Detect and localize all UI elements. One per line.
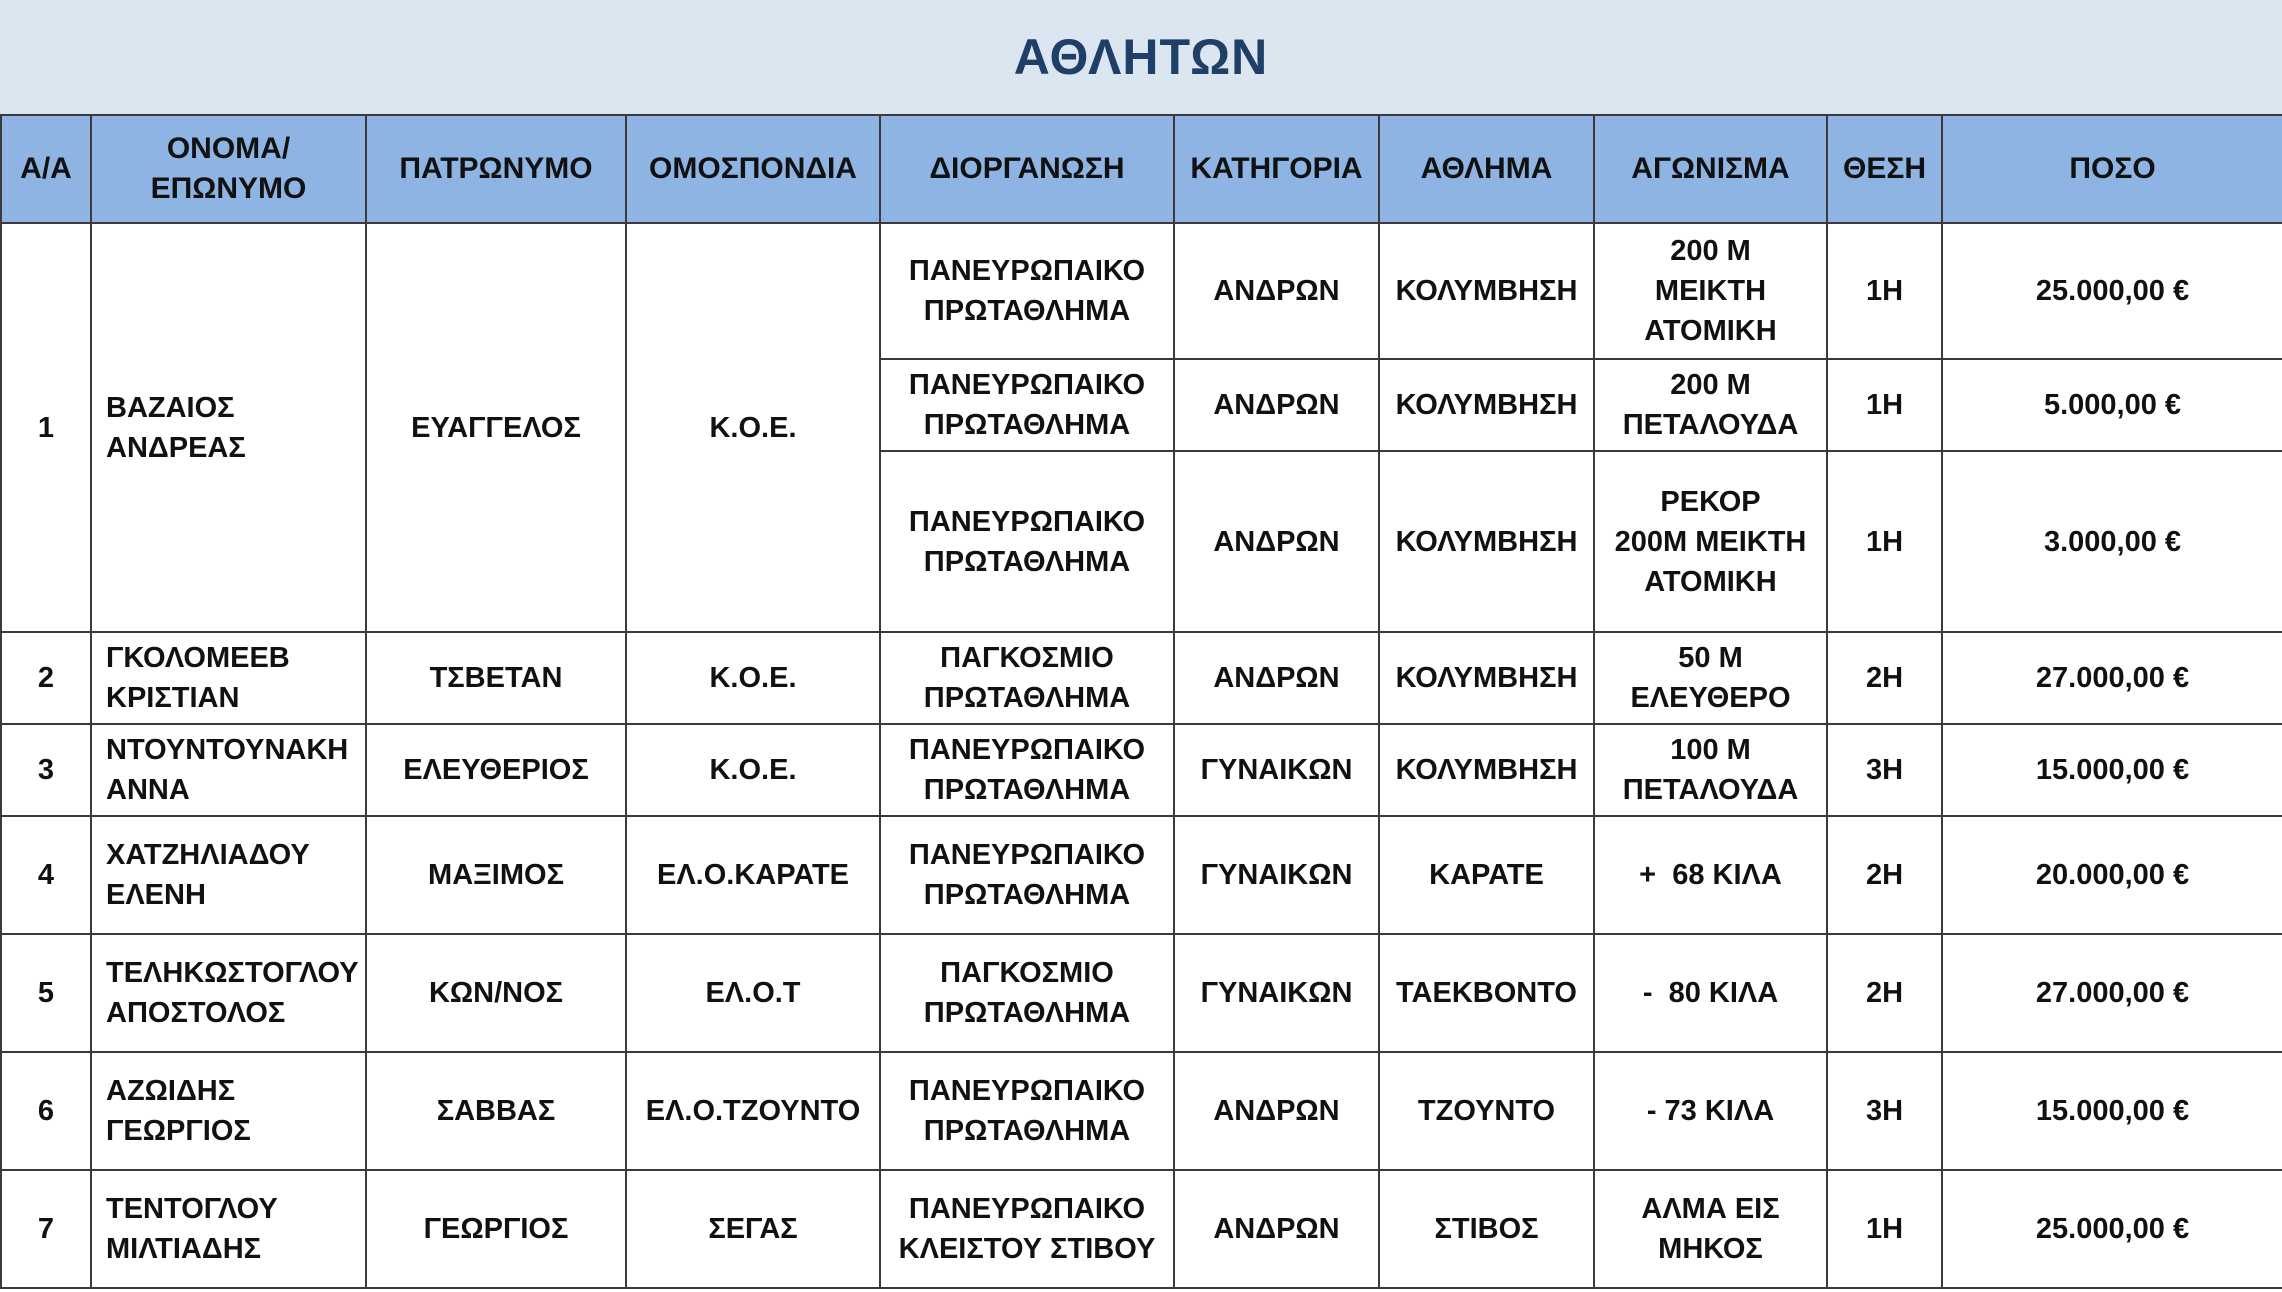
cell-place: 2Η (1827, 934, 1942, 1052)
cell-event (880, 1052, 1174, 1170)
header-event: ΔΙΟΡΓΑΝΩΣΗ (880, 115, 1174, 223)
cell-place: 2Η (1827, 632, 1942, 724)
event-line2: ΠΡΩΤΑΘΛΗΜΑ (923, 997, 1131, 1029)
header-aa: Α/Α (1, 115, 91, 223)
cell-place: 1Η (1827, 451, 1942, 632)
cell-place: 1Η (1827, 359, 1942, 451)
cell-patronymic: ΣΑΒΒΑΣ (366, 1052, 626, 1170)
name-line2: ΕΛΕΝΗ (106, 879, 206, 911)
cell-sport: ΤΖΟΥΝΤΟ (1379, 1052, 1594, 1170)
cell-aa: 6 (1, 1052, 91, 1170)
header-category: ΚΑΤΗΓΟΡΙΑ (1174, 115, 1379, 223)
header-amount: ΠΟΣΟ (1942, 115, 2282, 223)
name-line2: ΑΠΟΣΤΟΛΟΣ (106, 997, 286, 1029)
cell-patronymic: ΚΩΝ/ΝΟΣ (366, 934, 626, 1052)
cell-aa: 1 (1, 223, 91, 632)
page-title: ΑΘΛΗΤΩΝ (1013, 29, 1269, 85)
cell-amount: 5.000,00 € (1942, 359, 2282, 451)
cell-category: ΑΝΔΡΩΝ (1174, 359, 1379, 451)
name-line2: ΓΕΩΡΓΙΟΣ (106, 1115, 251, 1147)
discipline-line1: 200 Μ (1670, 369, 1751, 401)
event-line1: ΠΑΝΕΥΡΩΠΑΙΚΟ (908, 505, 1146, 538)
event-line1: ΠΑΝΕΥΡΩΠΑΙΚΟ (908, 1075, 1146, 1107)
cell-place: 3Η (1827, 1052, 1942, 1170)
header-name-line1: ΟΝΟΜΑ/ (166, 132, 291, 165)
cell-category: ΓΥΝΑΙΚΩΝ (1174, 934, 1379, 1052)
table-row (1, 724, 2282, 816)
cell-federation: Κ.Ο.Ε. (626, 223, 880, 632)
cell-name (91, 1052, 366, 1170)
cell-discipline: - 80 ΚΙΛΑ (1594, 934, 1827, 1052)
discipline-line3: ΑΤΟΜΙΚΗ (1644, 565, 1777, 598)
discipline-line1: 200 Μ (1670, 235, 1751, 267)
event-line2: ΠΡΩΤΑΘΛΗΜΑ (923, 409, 1131, 441)
header-name (91, 115, 366, 223)
cell-name (91, 223, 366, 632)
discipline-line3: ΑΤΟΜΙΚΗ (1644, 315, 1777, 347)
discipline-line1: ΡΕΚΟΡ (1660, 485, 1761, 518)
cell-event (880, 632, 1174, 724)
cell-sport: ΚΟΛΥΜΒΗΣΗ (1379, 632, 1594, 724)
cell-discipline (1594, 724, 1827, 816)
cell-event (880, 359, 1174, 451)
event-line1: ΠΑΝΕΥΡΩΠΑΙΚΟ (908, 734, 1146, 766)
header-row (1, 115, 2282, 223)
event-line2: ΠΡΩΤΑΘΛΗΜΑ (923, 545, 1131, 578)
cell-event (880, 223, 1174, 359)
athletes-table (0, 114, 2282, 1289)
cell-patronymic: ΓΕΩΡΓΙΟΣ (366, 1170, 626, 1288)
cell-place: 1Η (1827, 223, 1942, 359)
discipline-line2: ΜΗΚΟΣ (1658, 1233, 1763, 1265)
cell-category: ΓΥΝΑΙΚΩΝ (1174, 816, 1379, 934)
discipline-line1: 100 Μ (1670, 734, 1751, 766)
header-federation: ΟΜΟΣΠΟΝΔΙΑ (626, 115, 880, 223)
event-line2: ΠΡΩΤΑΘΛΗΜΑ (923, 1115, 1131, 1147)
discipline-line2: 200Μ ΜΕΙΚΤΗ (1614, 525, 1807, 558)
event-line1: ΠΑΝΕΥΡΩΠΑΙΚΟ (908, 369, 1146, 401)
discipline-line1: 50 Μ (1678, 642, 1743, 674)
name-line2: ΚΡΙΣΤΙΑΝ (106, 682, 240, 714)
cell-aa: 5 (1, 934, 91, 1052)
table-row (1, 1052, 2282, 1170)
cell-name (91, 724, 366, 816)
cell-event (880, 724, 1174, 816)
event-line1: ΠΑΓΚΟΣΜΙΟ (940, 957, 1114, 989)
cell-patronymic: ΜΑΞΙΜΟΣ (366, 816, 626, 934)
cell-sport: ΤΑΕΚΒΟΝΤΟ (1379, 934, 1594, 1052)
table-row (1, 934, 2282, 1052)
cell-name (91, 816, 366, 934)
event-line1: ΠΑΓΚΟΣΜΙΟ (940, 642, 1114, 674)
cell-discipline: + 68 ΚΙΛΑ (1594, 816, 1827, 934)
cell-amount: 25.000,00 € (1942, 1170, 2282, 1288)
table-row (1, 632, 2282, 724)
cell-sport: ΚΟΛΥΜΒΗΣΗ (1379, 724, 1594, 816)
header-discipline: ΑΓΩΝΙΣΜΑ (1594, 115, 1827, 223)
cell-patronymic: ΕΥΑΓΓΕΛΟΣ (366, 223, 626, 632)
cell-event (880, 816, 1174, 934)
discipline-line2: ΠΕΤΑΛΟΥΔΑ (1622, 409, 1799, 441)
cell-discipline (1594, 632, 1827, 724)
event-line1: ΠΑΝΕΥΡΩΠΑΙΚΟ (908, 255, 1146, 287)
cell-aa: 3 (1, 724, 91, 816)
header-name-line2: ΕΠΩΝΥΜΟ (150, 172, 307, 205)
discipline-line2: ΕΛΕΥΘΕΡΟ (1630, 682, 1791, 714)
name-line2: ΑΝΔΡΕΑΣ (106, 431, 246, 464)
cell-discipline (1594, 1170, 1827, 1288)
title-band (0, 0, 2282, 114)
cell-category: ΓΥΝΑΙΚΩΝ (1174, 724, 1379, 816)
name-line1: ΝΤΟΥΝΤΟΥΝΑΚΗ (106, 734, 349, 766)
cell-federation: ΕΛ.Ο.ΤΖΟΥΝΤΟ (626, 1052, 880, 1170)
cell-amount: 15.000,00 € (1942, 724, 2282, 816)
cell-event (880, 1170, 1174, 1288)
name-line1: ΧΑΤΖΗΛΙΑΔΟΥ (106, 839, 310, 871)
cell-place: 3Η (1827, 724, 1942, 816)
cell-aa: 2 (1, 632, 91, 724)
table-row (1, 1170, 2282, 1288)
cell-patronymic: ΕΛΕΥΘΕΡΙΟΣ (366, 724, 626, 816)
cell-sport: ΣΤΙΒΟΣ (1379, 1170, 1594, 1288)
name-line1: ΑΖΩΙΔΗΣ (106, 1075, 236, 1107)
cell-name (91, 632, 366, 724)
event-line2: ΚΛΕΙΣΤΟΥ ΣΤΙΒΟΥ (898, 1233, 1156, 1265)
cell-event (880, 934, 1174, 1052)
cell-patronymic: ΤΣΒΕΤΑΝ (366, 632, 626, 724)
discipline-line2: ΠΕΤΑΛΟΥΔΑ (1622, 774, 1799, 806)
header-sport: ΑΘΛΗΜΑ (1379, 115, 1594, 223)
cell-sport: ΚΟΛΥΜΒΗΣΗ (1379, 359, 1594, 451)
table-row (1, 223, 2282, 359)
cell-amount: 15.000,00 € (1942, 1052, 2282, 1170)
name-line2: ΜΙΛΤΙΑΔΗΣ (106, 1233, 262, 1265)
header-patronymic: ΠΑΤΡΩΝΥΜΟ (366, 115, 626, 223)
cell-amount: 27.000,00 € (1942, 632, 2282, 724)
cell-federation: ΕΛ.Ο.Τ (626, 934, 880, 1052)
name-line1: ΒΑΖΑΙΟΣ (106, 391, 235, 424)
event-line1: ΠΑΝΕΥΡΩΠΑΙΚΟ (908, 1193, 1146, 1225)
cell-category: ΑΝΔΡΩΝ (1174, 1052, 1379, 1170)
cell-sport: ΚΟΛΥΜΒΗΣΗ (1379, 451, 1594, 632)
cell-federation: ΕΛ.Ο.ΚΑΡΑΤΕ (626, 816, 880, 934)
cell-amount: 25.000,00 € (1942, 223, 2282, 359)
name-line1: ΤΕΝΤΟΓΛΟΥ (106, 1193, 278, 1225)
cell-place: 1Η (1827, 1170, 1942, 1288)
cell-name (91, 934, 366, 1052)
cell-discipline (1594, 451, 1827, 632)
cell-amount: 20.000,00 € (1942, 816, 2282, 934)
name-line1: ΤΕΛΗΚΩΣΤΟΓΛΟΥ (106, 957, 359, 989)
cell-discipline (1594, 359, 1827, 451)
event-line2: ΠΡΩΤΑΘΛΗΜΑ (923, 879, 1131, 911)
event-line2: ΠΡΩΤΑΘΛΗΜΑ (923, 682, 1131, 714)
cell-aa: 4 (1, 816, 91, 934)
cell-federation: Κ.Ο.Ε. (626, 632, 880, 724)
cell-sport: ΚΑΡΑΤΕ (1379, 816, 1594, 934)
table-row (1, 816, 2282, 934)
name-line2: ΑΝΝΑ (106, 774, 190, 806)
cell-discipline (1594, 223, 1827, 359)
cell-amount: 27.000,00 € (1942, 934, 2282, 1052)
event-line2: ΠΡΩΤΑΘΛΗΜΑ (923, 774, 1131, 806)
cell-event (880, 451, 1174, 632)
cell-category: ΑΝΔΡΩΝ (1174, 632, 1379, 724)
cell-aa: 7 (1, 1170, 91, 1288)
event-line2: ΠΡΩΤΑΘΛΗΜΑ (923, 295, 1131, 327)
cell-name (91, 1170, 366, 1288)
discipline-line2: ΜΕΙΚΤΗ (1654, 275, 1767, 307)
cell-category: ΑΝΔΡΩΝ (1174, 1170, 1379, 1288)
cell-sport: ΚΟΛΥΜΒΗΣΗ (1379, 223, 1594, 359)
cell-federation: Κ.Ο.Ε. (626, 724, 880, 816)
discipline-line1: ΑΛΜΑ ΕΙΣ (1641, 1193, 1780, 1225)
event-line1: ΠΑΝΕΥΡΩΠΑΙΚΟ (908, 839, 1146, 871)
cell-place: 2Η (1827, 816, 1942, 934)
header-place: ΘΕΣΗ (1827, 115, 1942, 223)
cell-discipline: - 73 ΚΙΛΑ (1594, 1052, 1827, 1170)
cell-category: ΑΝΔΡΩΝ (1174, 223, 1379, 359)
cell-federation: ΣΕΓΑΣ (626, 1170, 880, 1288)
name-line1: ΓΚΟΛΟΜΕΕΒ (106, 642, 290, 674)
cell-category: ΑΝΔΡΩΝ (1174, 451, 1379, 632)
cell-amount: 3.000,00 € (1942, 451, 2282, 632)
